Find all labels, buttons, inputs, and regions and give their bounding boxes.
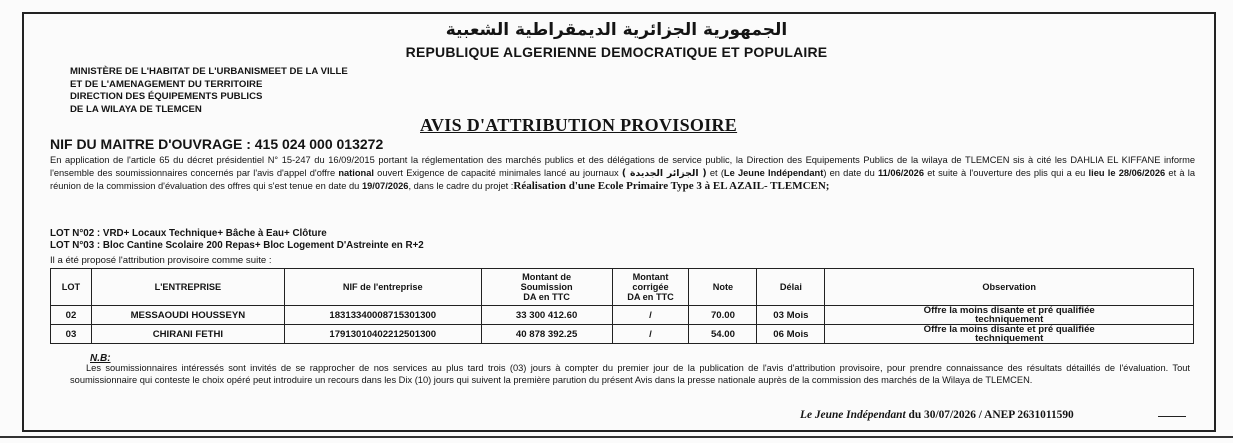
footer-journal: Le Jeune Indépendant — [800, 409, 906, 421]
obs-line: Offre la moins disante et pré qualifiée — [923, 305, 1095, 316]
th-lot: LOT — [51, 269, 92, 306]
cell-observation — [825, 325, 1194, 344]
cell-entreprise: MESSAOUDI HOUSSEYN — [91, 306, 284, 325]
th-note: Note — [689, 269, 757, 306]
date-opening: lieu le 28/06/2026 — [1088, 167, 1166, 178]
ministry-line: ET DE L'AMENAGEMENT DU TERRITOIRE — [70, 78, 263, 90]
th-line: Montant de — [522, 272, 572, 282]
lot-line: LOT N°02 : VRD+ Locaux Technique+ Bâche à Eau+ Clôture — [50, 228, 327, 239]
th-delai: Délai — [757, 269, 825, 306]
th-line: Montant — [632, 272, 669, 282]
th-corrige — [612, 269, 689, 306]
th-line: DA en TTC — [627, 292, 674, 302]
th-line: Soumission — [520, 282, 573, 292]
obs-line: Offre la moins disante et pré qualifiée — [923, 324, 1095, 335]
journal-arabic: ( الجزائر الجديدة ) — [621, 167, 707, 179]
para-text: En application de l'article 65 du décret présidentiel N° 15-247 du 16/09/2015 portant la réglementation des marchés publics et des délégations de service public, la Direction des Equipements Publics de la wilaya de TLEMCEN sis à cité les DAHLIA EL KIFFANE informe l'ensemble des soumissionnaires concernés par l'avis d'appel d'offre — [50, 155, 1195, 178]
bottom-rule — [0, 436, 1233, 438]
th-montant — [481, 269, 612, 306]
table-header-row — [51, 269, 1194, 306]
lots-block — [50, 228, 424, 252]
th-nif: NIF de l'entreprise — [284, 269, 481, 306]
para-text: ) en date du — [823, 167, 878, 178]
french-title: REPUBLIQUE ALGERIENNE DEMOCRATIQUE ET POPULAIRE — [405, 44, 828, 60]
cell-corrige: / — [612, 306, 689, 325]
cell-corrige: / — [612, 325, 689, 344]
cell-delai: 03 Mois — [757, 306, 825, 325]
para-text: et suite à l'ouverture des plis qui a eu — [924, 167, 1089, 178]
cell-nif: 179130104022125013​00 — [284, 325, 481, 344]
cell-note: 70.00 — [689, 306, 757, 325]
cell-note: 54.00 — [689, 325, 757, 344]
notice-title: AVIS D'ATTRIBUTION PROVISOIRE — [420, 115, 738, 135]
cell-nif: 183133400087153013​00 — [284, 306, 481, 325]
obs-line: techniquement — [975, 314, 1044, 325]
para-text: et à la réunion de la commission d'évaluation des offres qui s'est tenue en date du — [50, 167, 1195, 192]
th-observation: Observation — [825, 269, 1194, 306]
cell-delai: 06 Mois — [757, 325, 825, 344]
para-text: ouvert Exigence de capacité minimales lancé au journaux — [373, 167, 622, 178]
table-row — [51, 306, 1194, 325]
publication-footer — [800, 409, 1074, 421]
ministry-block — [70, 66, 348, 116]
attribution-table — [50, 268, 1194, 344]
th-line: DA en TTC — [523, 292, 570, 302]
notice-paragraph — [50, 154, 1195, 193]
cell-lot: 02 — [51, 306, 92, 325]
date-launch: 11/06/2026 — [877, 167, 925, 178]
th-entreprise: L'ENTREPRISE — [91, 269, 284, 306]
ministry-line: DE LA WILAYA DE TLEMCEN — [70, 103, 202, 115]
table-row — [51, 325, 1194, 344]
obs-line: techniquement — [975, 333, 1044, 344]
cell-montant: 33 300 412.60 — [481, 306, 612, 325]
ministry-line: DIRECTION DES ÉQUIPEMENTS PUBLICS — [70, 91, 263, 102]
cell-observation — [825, 306, 1194, 325]
cell-entreprise: CHIRANI FETHI — [91, 325, 284, 344]
project-name: Réalisation d'une Ecole Primaire Type 3 à EL AZAIL- TLEMCEN; — [513, 180, 830, 193]
owner-nif: NIF DU MAITRE D'OUVRAGE : 415 024 000 013272 — [50, 136, 384, 152]
journal-name: Le Jeune Indépendant — [723, 167, 824, 178]
nb-label: N.B: — [90, 353, 111, 364]
para-bold: national — [338, 167, 374, 178]
arabic-title: الجمهورية الجزائرية الديمقراطية الشعبية — [445, 20, 788, 40]
para-text: et ( — [706, 167, 724, 178]
footer-ref: du 30/07/2026 / ANEP 2631011590 — [905, 409, 1074, 421]
cell-montant: 40 878 392.25 — [481, 325, 612, 344]
nb-note: Les soumissionnaires intéressés sont invités de se rapprocher de nos services au plus tard trois (03) jours à compter du premier jour de la publication de l'avis d'attribution provisoire, pour prendre connaissance des résultats détaillés de l'évaluation. Tout soumissionnaire qui conteste le choix opéré peut introduire un recours dans les Dix (10) jours qui suivent la première parution du présent Avis dans la presse nationale auprès de la commission des marchés de la Wilaya de TLEMCEN. — [70, 363, 1190, 386]
ministry-line: MINISTÈRE DE L'HABITAT DE L'URBANISMEET DE LA VILLE — [70, 66, 348, 77]
para-text: , dans le cadre du projet : — [408, 181, 514, 192]
th-line: corrigée — [632, 282, 669, 292]
footer-rule — [1158, 416, 1186, 417]
lot-line: LOT N°03 : Bloc Cantine Scolaire 200 Repas+ Bloc Logement D'Astreinte en R+2 — [50, 240, 424, 251]
attribution-intro: Il a été proposé l'attribution provisoire comme suite : — [50, 255, 272, 266]
cell-lot: 03 — [51, 325, 92, 344]
date-evaluation: 19/07/2026 — [361, 181, 409, 192]
